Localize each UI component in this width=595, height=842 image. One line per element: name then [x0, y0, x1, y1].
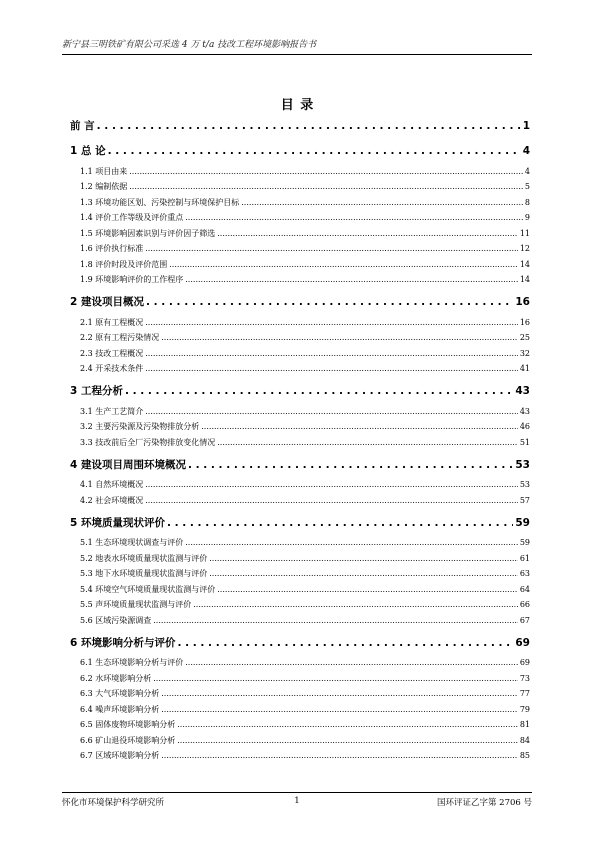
- toc-section-entry[interactable]: [70, 402, 530, 418]
- toc-section-entry[interactable]: [70, 344, 530, 360]
- toc-section-page: 8: [524, 197, 530, 207]
- toc-chapter-label: 4 建设项目周围环境概况: [70, 458, 186, 471]
- toc-section-entry[interactable]: [70, 329, 530, 345]
- toc-section-entry[interactable]: [70, 162, 530, 178]
- toc-chapter-label: 3 工程分析: [70, 385, 123, 397]
- toc-leader-dots: [167, 514, 513, 532]
- toc-section-page: 66: [519, 600, 530, 609]
- toc-section-page: 12: [519, 244, 530, 253]
- toc-section-page: 77: [519, 689, 530, 698]
- toc-section-entry[interactable]: [70, 240, 530, 256]
- toc-leader-dots: [125, 382, 513, 400]
- toc-leader-dots: [161, 704, 518, 716]
- toc-section-page: 14: [519, 259, 530, 269]
- toc-section-page: 53: [519, 480, 530, 489]
- toc-section-entry[interactable]: [70, 491, 530, 507]
- toc-section-label: 1.4 评价工作等级及评价重点: [80, 213, 184, 222]
- toc-section-page: 79: [519, 704, 530, 714]
- toc-leader-dots: [161, 750, 518, 762]
- toc-chapter-page: 16: [515, 296, 530, 308]
- toc-section-entry[interactable]: [70, 271, 530, 287]
- toc-section-label: 6.1 生态环境影响分析与评价: [80, 658, 184, 667]
- toc-section-entry[interactable]: [70, 747, 530, 763]
- toc-leader-dots: [185, 657, 518, 669]
- footer-institute: 怀化市环境保护科学研究所: [62, 798, 165, 808]
- toc-section-entry[interactable]: [70, 580, 530, 596]
- toc-section-entry[interactable]: [70, 360, 530, 376]
- toc-section-label: 2.2 原有工程污染情况: [80, 333, 160, 342]
- toc-section-label: 2.4 开采技术条件: [80, 364, 144, 373]
- toc-leader-dots: [145, 243, 518, 255]
- toc-chapter-entry[interactable]: [70, 289, 530, 311]
- toc-section-entry[interactable]: [70, 209, 530, 225]
- toc-section-label: 6.7 区域环境影响分析: [80, 751, 160, 760]
- toc-leader-dots: [153, 673, 518, 685]
- toc-section-page: 32: [519, 348, 530, 358]
- toc-leader-dots: [201, 421, 518, 433]
- toc-leader-dots: [145, 363, 518, 375]
- toc-leader-dots: [161, 332, 518, 344]
- toc-section-label: 6.2 水环境影响分析: [80, 673, 152, 683]
- toc-section-entry[interactable]: [70, 476, 530, 492]
- toc-leader-dots: [177, 735, 518, 747]
- toc-leader-dots: [145, 406, 518, 418]
- toc-chapter-entry[interactable]: [70, 630, 530, 652]
- toc-section-label: 3.3 技改前后全厂污染物排放变化情况: [80, 437, 216, 447]
- toc-section-entry[interactable]: [70, 565, 530, 581]
- toc-section-label: 2.3 技改工程概况: [80, 348, 144, 358]
- toc-chapter-page: 53: [515, 458, 530, 471]
- toc-section-label: 6.5 固体废物环境影响分析: [80, 720, 176, 729]
- toc-section-page: 41: [519, 364, 530, 373]
- toc-section-page: 73: [519, 673, 530, 683]
- toc-section-entry[interactable]: [70, 716, 530, 732]
- toc-section-label: 6.3 大气环境影响分析: [80, 689, 160, 698]
- toc-section-label: 4.2 社会环境概况: [80, 495, 144, 505]
- toc-section-entry[interactable]: [70, 224, 530, 240]
- toc-section-page: 85: [519, 751, 530, 760]
- toc-leader-dots: [209, 568, 518, 580]
- toc-chapter-entry[interactable]: [70, 452, 530, 474]
- toc-section-page: 5: [524, 182, 530, 191]
- toc-leader-dots: [108, 142, 521, 160]
- toc-section-page: 43: [519, 406, 530, 416]
- toc-section-label: 1.5 环境影响因素识别与评价因子筛选: [80, 228, 216, 238]
- toc-section-page: 61: [519, 553, 530, 563]
- toc-leader-dots: [185, 274, 518, 286]
- toc-chapter-page: 4: [522, 145, 530, 157]
- toc-title: 目 录: [280, 98, 315, 113]
- toc-leader-dots: [146, 293, 513, 311]
- toc-leader-dots: [129, 166, 523, 178]
- toc-chapter-page: 1: [522, 120, 530, 132]
- toc-section-entry[interactable]: [70, 534, 530, 550]
- toc-section-entry[interactable]: [70, 255, 530, 271]
- toc-chapter-page: 59: [515, 516, 530, 529]
- toc-leader-dots: [145, 317, 518, 329]
- toc-leader-dots: [193, 599, 518, 611]
- toc-leader-dots: [153, 615, 518, 627]
- toc-leader-dots: [209, 553, 518, 565]
- toc-chapter-label: 1 总 论: [70, 145, 106, 157]
- toc-section-entry[interactable]: [70, 178, 530, 194]
- toc-section-label: 1.8 评价时段及评价范围: [80, 259, 168, 269]
- toc-section-page: 14: [519, 275, 530, 284]
- toc-section-entry[interactable]: [70, 313, 530, 329]
- toc-section-label: 1.6 评价执行标准: [80, 244, 144, 253]
- toc-section-label: 5.6 区域污染源调查: [80, 615, 152, 625]
- toc-leader-dots: [145, 348, 518, 360]
- toc-section-label: 1.9 环境影响评价的工作程序: [80, 275, 184, 284]
- toc-section-label: 5.3 地下水环境质量现状监测与评价: [80, 569, 208, 578]
- toc-section-label: 6.4 噪声环境影响分析: [80, 704, 160, 714]
- toc-section-label: 1.1 项目由来: [80, 166, 128, 176]
- toc-section-entry[interactable]: [70, 549, 530, 565]
- toc-section-page: 69: [519, 658, 530, 667]
- toc-chapter-label: 6 环境影响分析与评价: [70, 636, 176, 649]
- page-number: 1: [294, 796, 300, 806]
- toc-section-label: 5.4 环境空气环境质量现状监测与评价: [80, 584, 216, 594]
- toc-section-page: 67: [519, 615, 530, 625]
- toc-section-page: 9: [524, 213, 530, 222]
- toc-leader-dots: [185, 537, 518, 549]
- toc-section-entry[interactable]: [70, 669, 530, 685]
- toc-chapter-entry[interactable]: [70, 138, 530, 160]
- toc-leader-dots: [169, 259, 518, 271]
- toc-section-label: 5.2 地表水环境质量现状监测与评价: [80, 553, 208, 563]
- toc-chapter-label: 前 言: [70, 120, 95, 132]
- toc-section-entry[interactable]: [70, 731, 530, 747]
- toc-leader-dots: [217, 584, 518, 596]
- toc-chapter-page: 69: [515, 636, 530, 649]
- toc-section-page: 84: [519, 735, 530, 745]
- running-header: 新宁县三明铁矿有限公司采选 4 万 t/a 技改工程环境影响报告书: [62, 40, 532, 55]
- toc-section-page: 16: [519, 317, 530, 327]
- toc-section-label: 3.1 生产工艺简介: [80, 406, 144, 416]
- toc-section-label: 5.1 生态环境现状调查与评价: [80, 538, 184, 547]
- toc-section-label: 3.2 主要污染源及污染物排放分析: [80, 422, 200, 431]
- toc-section-entry[interactable]: [70, 611, 530, 627]
- toc-section-entry[interactable]: [70, 596, 530, 612]
- toc-section-page: 11: [519, 228, 530, 238]
- toc-section-page: 57: [519, 495, 530, 505]
- page-footer: [62, 792, 532, 808]
- toc-leader-dots: [185, 212, 523, 224]
- toc-section-page: 64: [519, 584, 530, 594]
- toc-section-label: 1.3 环境功能区划、污染控制与环境保护目标: [80, 197, 240, 207]
- toc-section-page: 25: [519, 333, 530, 342]
- toc-section-entry[interactable]: [70, 418, 530, 434]
- toc-section-label: 4.1 自然环境概况: [80, 480, 144, 489]
- toc-chapter-label: 5 环境质量现状评价: [70, 516, 165, 529]
- toc-section-label: 6.6 矿山退役环境影响分析: [80, 735, 176, 745]
- toc-leader-dots: [177, 634, 513, 652]
- toc-section-entry[interactable]: [70, 433, 530, 449]
- toc-chapter-page: 43: [515, 385, 530, 397]
- toc-leader-dots: [217, 228, 518, 240]
- toc-chapter-entry[interactable]: [70, 113, 530, 135]
- toc-section-label: 5.5 声环境质量现状监测与评价: [80, 600, 192, 609]
- toc-chapter-label: 2 建设项目概况: [70, 296, 144, 308]
- toc-section-page: 63: [519, 569, 530, 578]
- toc-leader-dots: [145, 495, 518, 507]
- toc-section-label: 2.1 原有工程概况: [80, 317, 144, 327]
- toc-leader-dots: [161, 688, 518, 700]
- toc-chapter-entry[interactable]: [70, 378, 530, 400]
- toc-section-page: 4: [524, 166, 530, 176]
- toc-leader-dots: [97, 117, 521, 135]
- toc-section-label: 1.2 编制依据: [80, 182, 128, 191]
- table-of-contents: [70, 113, 530, 762]
- certificate-number: 国环评证乙字第 2706 号: [436, 798, 533, 808]
- toc-section-entry[interactable]: [70, 685, 530, 701]
- toc-leader-dots: [145, 479, 518, 491]
- toc-leader-dots: [177, 719, 518, 731]
- toc-section-entry[interactable]: [70, 700, 530, 716]
- toc-section-entry[interactable]: [70, 193, 530, 209]
- toc-section-entry[interactable]: [70, 654, 530, 670]
- toc-section-page: 81: [519, 720, 530, 729]
- toc-section-page: 59: [519, 538, 530, 547]
- toc-section-page: 46: [519, 422, 530, 431]
- toc-leader-dots: [217, 437, 518, 449]
- toc-leader-dots: [129, 181, 523, 193]
- toc-chapter-entry[interactable]: [70, 510, 530, 532]
- toc-section-page: 51: [519, 437, 530, 447]
- toc-leader-dots: [241, 197, 523, 209]
- toc-leader-dots: [188, 456, 513, 474]
